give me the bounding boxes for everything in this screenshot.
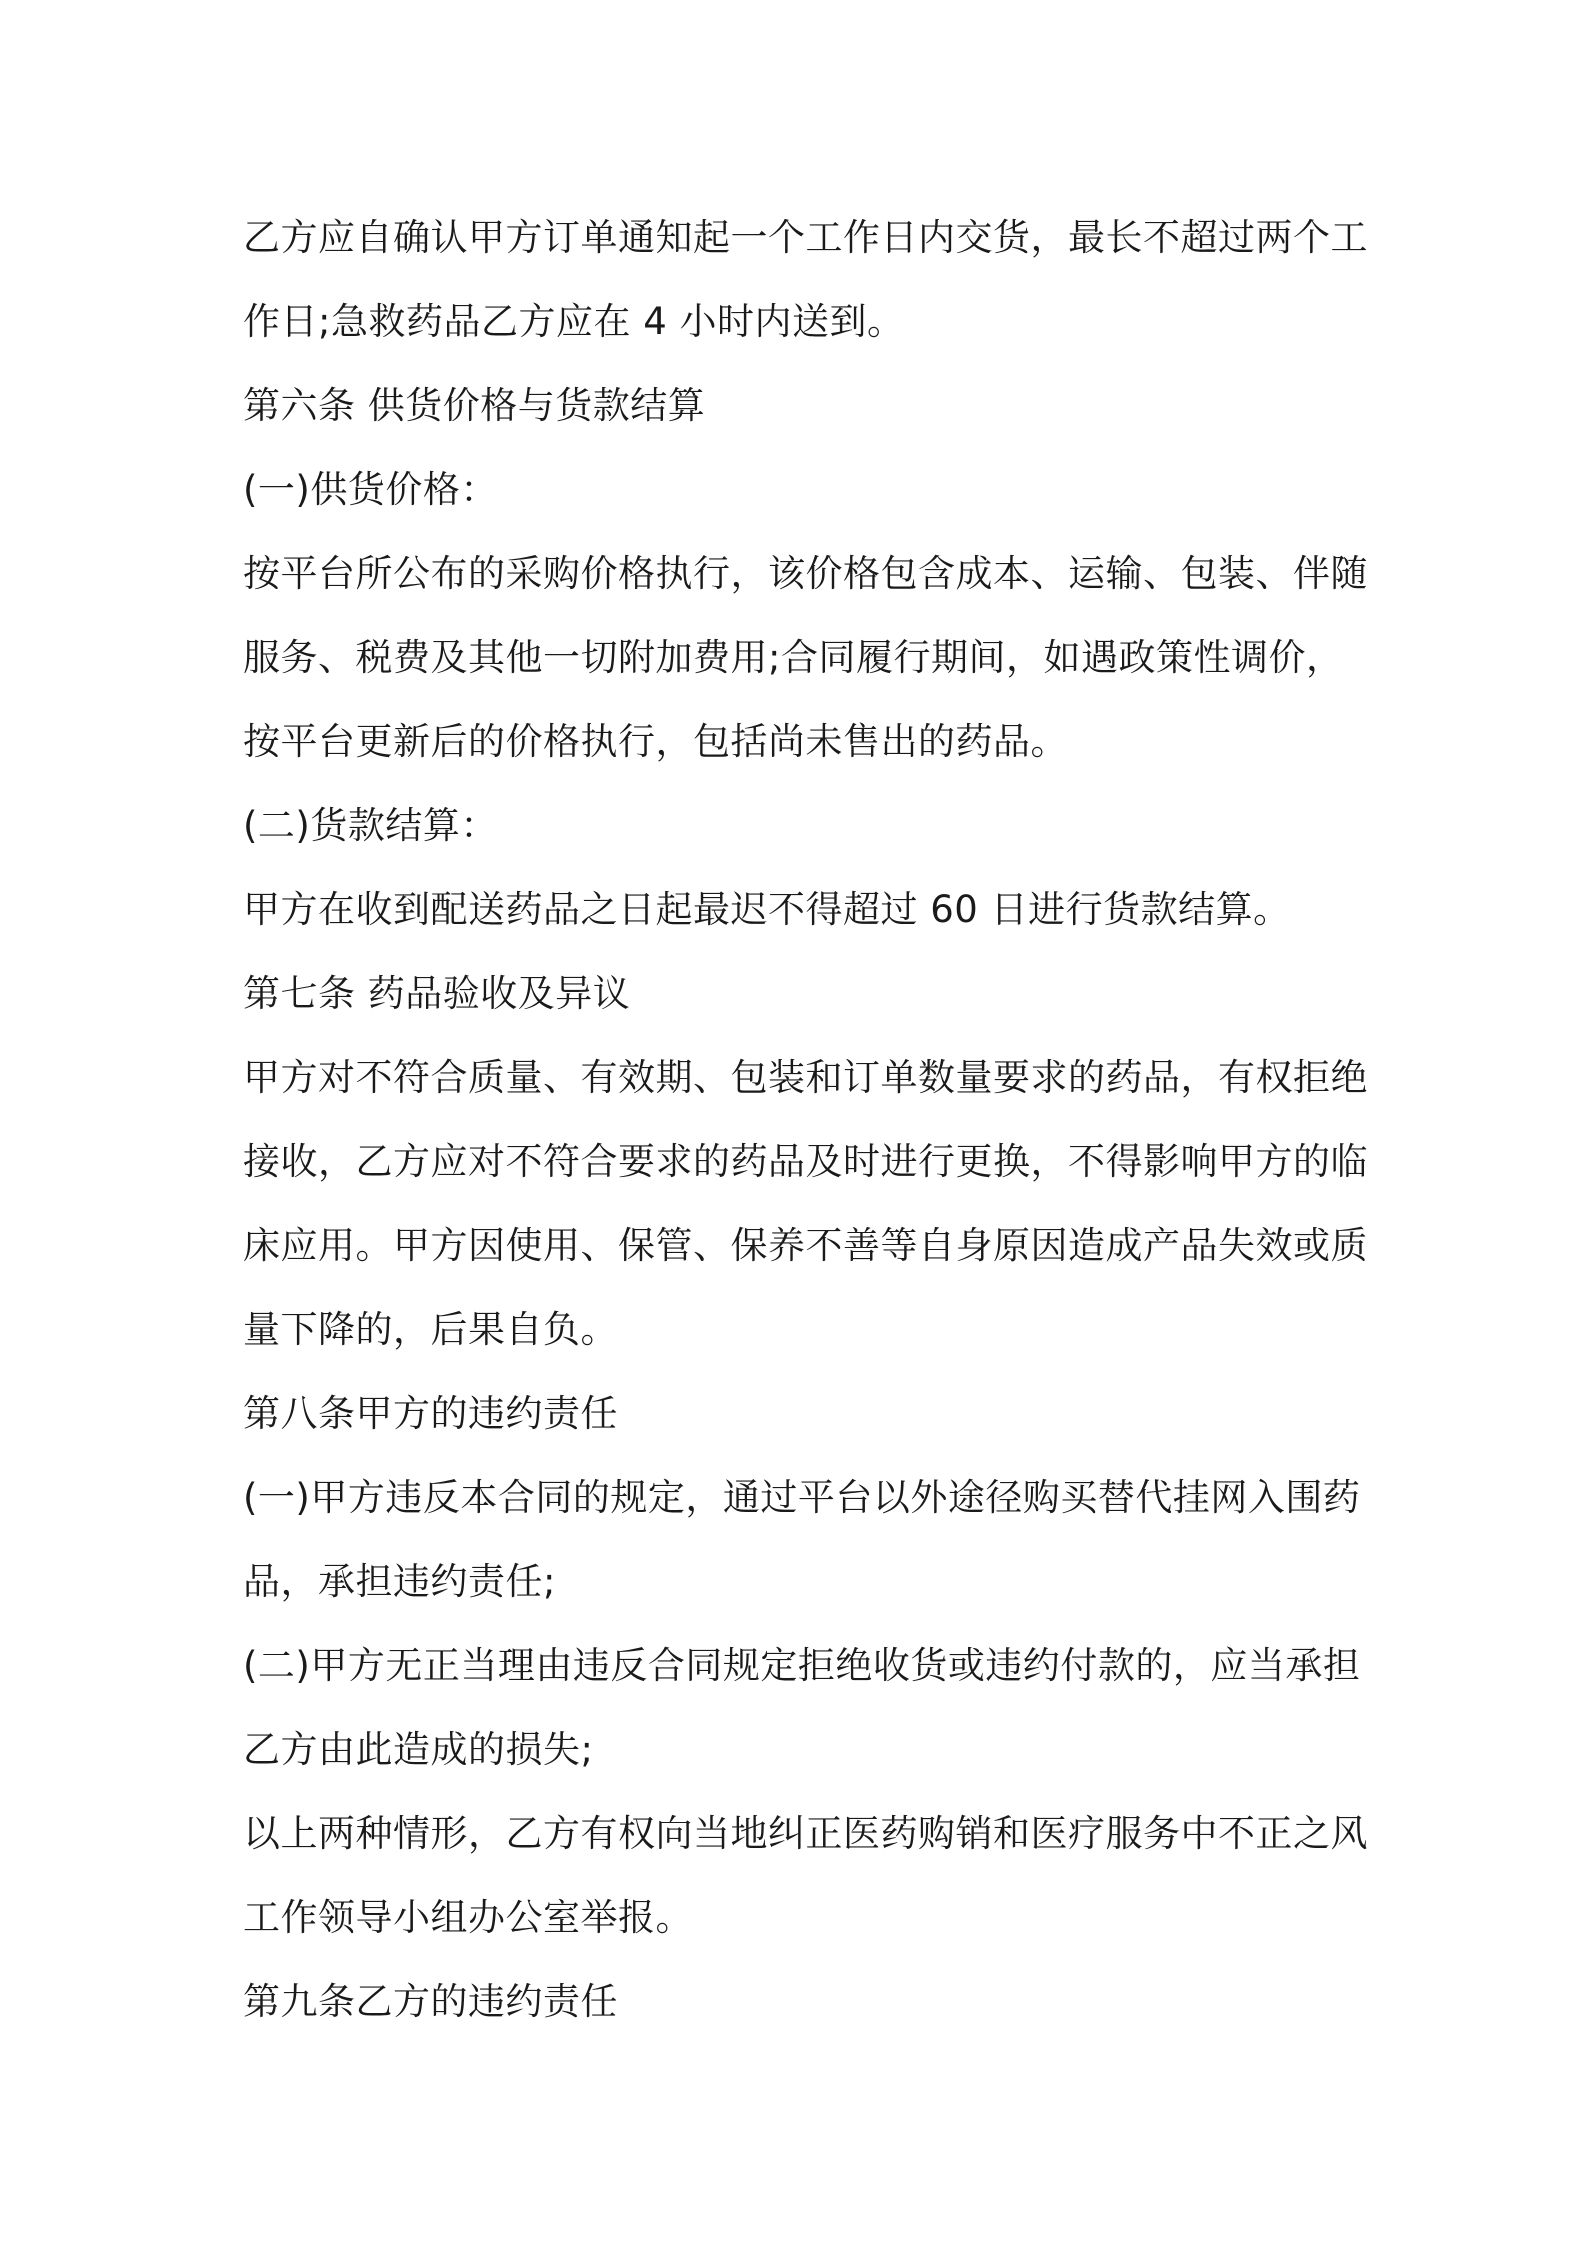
text-line: 接收，乙方应对不符合要求的药品及时进行更换，不得影响甲方的临 bbox=[243, 1140, 1368, 1183]
section-heading-article-6: 第六条 供货价格与货款结算 bbox=[243, 384, 706, 427]
text-line: 乙方应自确认甲方订单通知起一个工作日内交货，最长不超过两个工 bbox=[243, 216, 1368, 259]
paragraph-party-a-clause-2 bbox=[243, 1624, 1361, 1792]
text-line: 量下降的，后果自负。 bbox=[243, 1308, 618, 1351]
paragraph-delivery bbox=[243, 196, 1368, 364]
paragraph-reporting bbox=[243, 1792, 1368, 1960]
text-line: 工作领导小组办公室举报。 bbox=[243, 1896, 693, 1939]
paragraph-party-a-clause-1 bbox=[243, 1456, 1361, 1624]
paragraph-acceptance bbox=[243, 1036, 1368, 1372]
section-heading-article-8: 第八条甲方的违约责任 bbox=[243, 1392, 618, 1435]
section-heading-article-7: 第七条 药品验收及异议 bbox=[243, 972, 631, 1015]
document-body bbox=[243, 196, 1368, 2044]
text-line: (二)甲方无正当理由违反合同规定拒绝收货或违约付款的，应当承担 bbox=[243, 1644, 1361, 1687]
text-line: 按平台更新后的价格执行，包括尚未售出的药品。 bbox=[243, 720, 1068, 763]
text-line: (一)甲方违反本合同的规定，通过平台以外途径购买替代挂网入围药 bbox=[243, 1476, 1361, 1519]
paragraph-supply-price bbox=[243, 532, 1368, 784]
text-line: 服务、税费及其他一切附加费用;合同履行期间，如遇政策性调价， bbox=[243, 636, 1344, 679]
text-line: 甲方在收到配送药品之日起最迟不得超过 60 日进行货款结算。 bbox=[243, 888, 1291, 931]
text-line: 作日;急救药品乙方应在 4 小时内送到。 bbox=[243, 300, 905, 343]
text-line: 甲方对不符合质量、有效期、包装和订单数量要求的药品，有权拒绝 bbox=[243, 1056, 1368, 1099]
text-line: 床应用。甲方因使用、保管、保养不善等自身原因造成产品失效或质 bbox=[243, 1224, 1368, 1267]
text-line: 乙方由此造成的损失; bbox=[243, 1728, 594, 1771]
paragraph-payment-settlement bbox=[243, 868, 1353, 952]
subheading-payment-settlement: (二)货款结算： bbox=[243, 804, 498, 847]
subheading-supply-price: (一)供货价格： bbox=[243, 468, 498, 511]
text-line: 品，承担违约责任; bbox=[243, 1560, 556, 1603]
text-line: 以上两种情形，乙方有权向当地纠正医药购销和医疗服务中不正之风 bbox=[243, 1812, 1368, 1855]
section-heading-article-9: 第九条乙方的违约责任 bbox=[243, 1980, 618, 2023]
text-line: 按平台所公布的采购价格执行，该价格包含成本、运输、包装、伴随 bbox=[243, 552, 1368, 595]
